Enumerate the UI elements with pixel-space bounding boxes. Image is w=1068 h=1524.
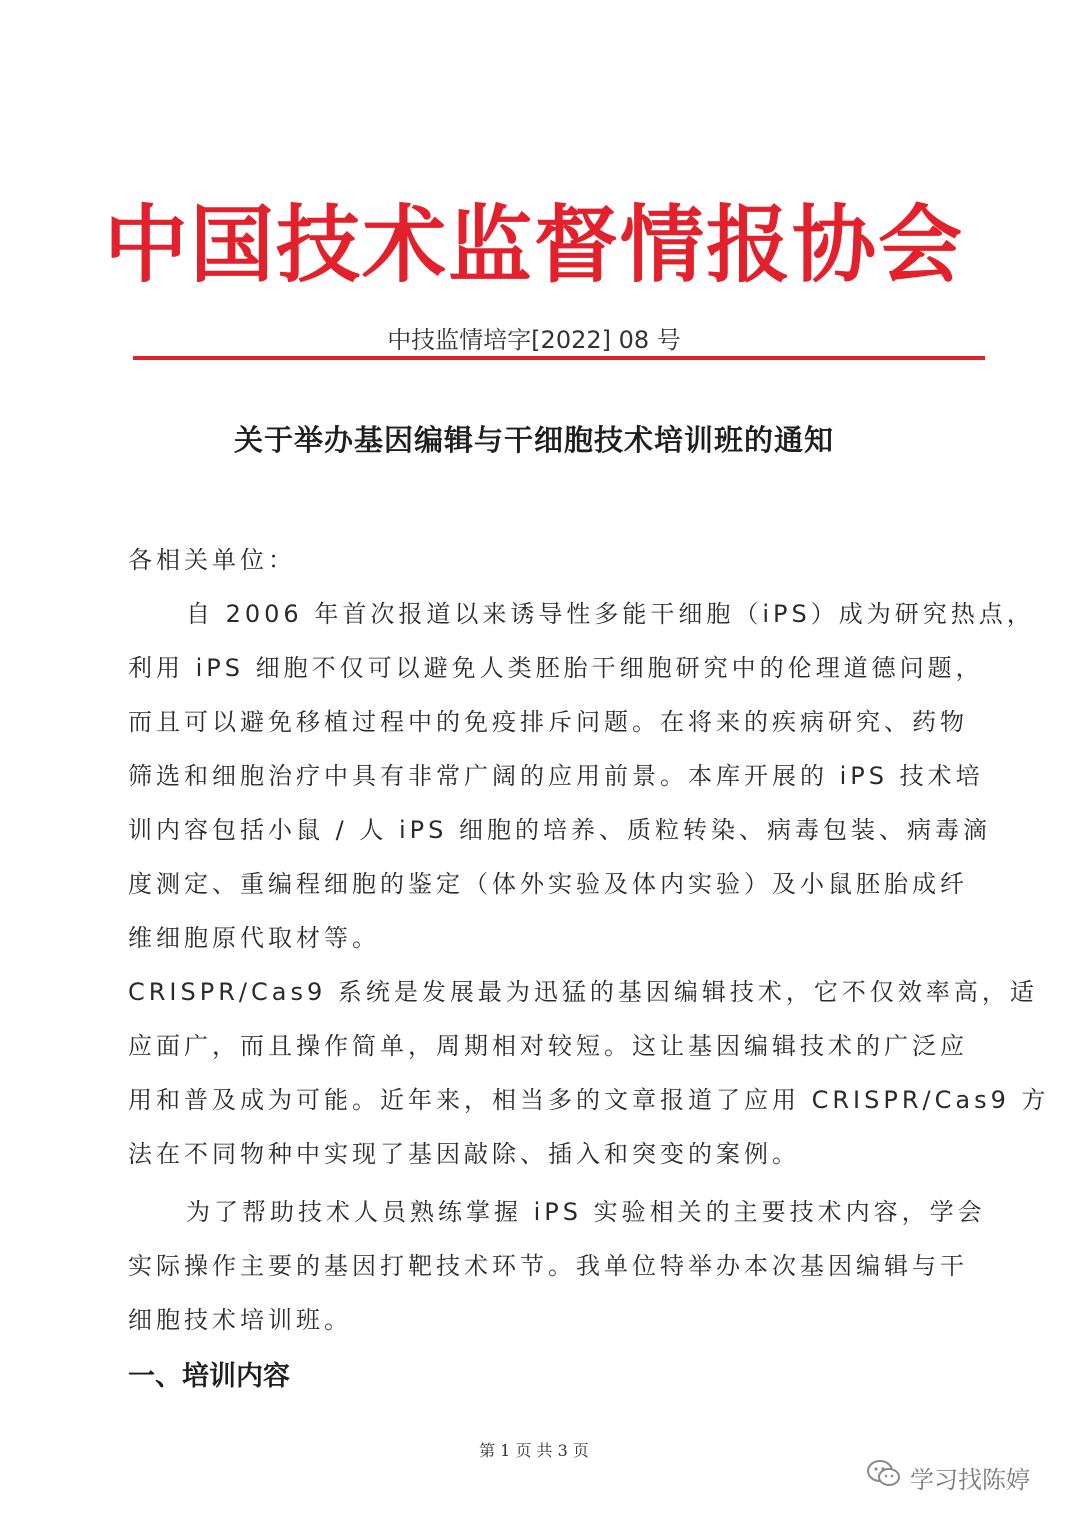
watermark-text: 学习找陈婷 [910, 1465, 1030, 1494]
body-line: 实际操作主要的基因打靶技术环节。我单位特举办本次基因编辑与干 [128, 1252, 968, 1280]
body-line: 筛选和细胞治疗中具有非常广阔的应用前景。本库开展的 iPS 技术培 [128, 762, 984, 790]
body-line: 法在不同物种中实现了基因敲除、插入和突变的案例。 [128, 1140, 800, 1168]
body-line: 度测定、重编程细胞的鉴定（体外实验及体内实验）及小鼠胚胎成纤 [128, 870, 968, 898]
body-line: 应面广，而且操作简单，周期相对较短。这让基因编辑技术的广泛应 [128, 1032, 968, 1060]
org-name: 中国技术监督情报协会 [103, 196, 964, 294]
body-line: 细胞技术培训班。 [128, 1306, 352, 1334]
watermark [866, 1457, 1030, 1497]
page-number: 第 1 页 共 3 页 [479, 1441, 589, 1460]
body-line: CRISPR/Cas9 系统是发展最为迅猛的基因编辑技术，它不仅效率高，适 [128, 978, 1038, 1006]
red-divider [133, 356, 985, 360]
salutation: 各相关单位： [128, 546, 296, 574]
body-line: 利用 iPS 细胞不仅可以避免人类胚胎干细胞研究中的伦理道德问题， [128, 654, 984, 682]
notice-title: 关于举办基因编辑与干细胞技术培训班的通知 [233, 423, 834, 457]
section-heading: 一、培训内容 [128, 1361, 290, 1392]
body-line: 为了帮助技术人员熟练掌握 iPS 实验相关的主要技术内容，学会 [186, 1198, 986, 1226]
document-number: 中技监情培字[2022] 08 号 [387, 326, 681, 354]
body-line: 维细胞原代取材等。 [128, 924, 380, 952]
wechat-icon [866, 1459, 902, 1495]
body-line: 而且可以避免移植过程中的免疫排斥问题。在将来的疾病研究、药物 [128, 708, 968, 736]
body-line: 训内容包括小鼠 / 人 iPS 细胞的培养、质粒转染、病毒包装、病毒滴 [128, 816, 991, 844]
body-line: 自 2006 年首次报道以来诱导性多能干细胞（iPS）成为研究热点， [186, 600, 1035, 628]
body-line: 用和普及成为可能。近年来，相当多的文章报道了应用 CRISPR/Cas9 方 [128, 1086, 1050, 1114]
